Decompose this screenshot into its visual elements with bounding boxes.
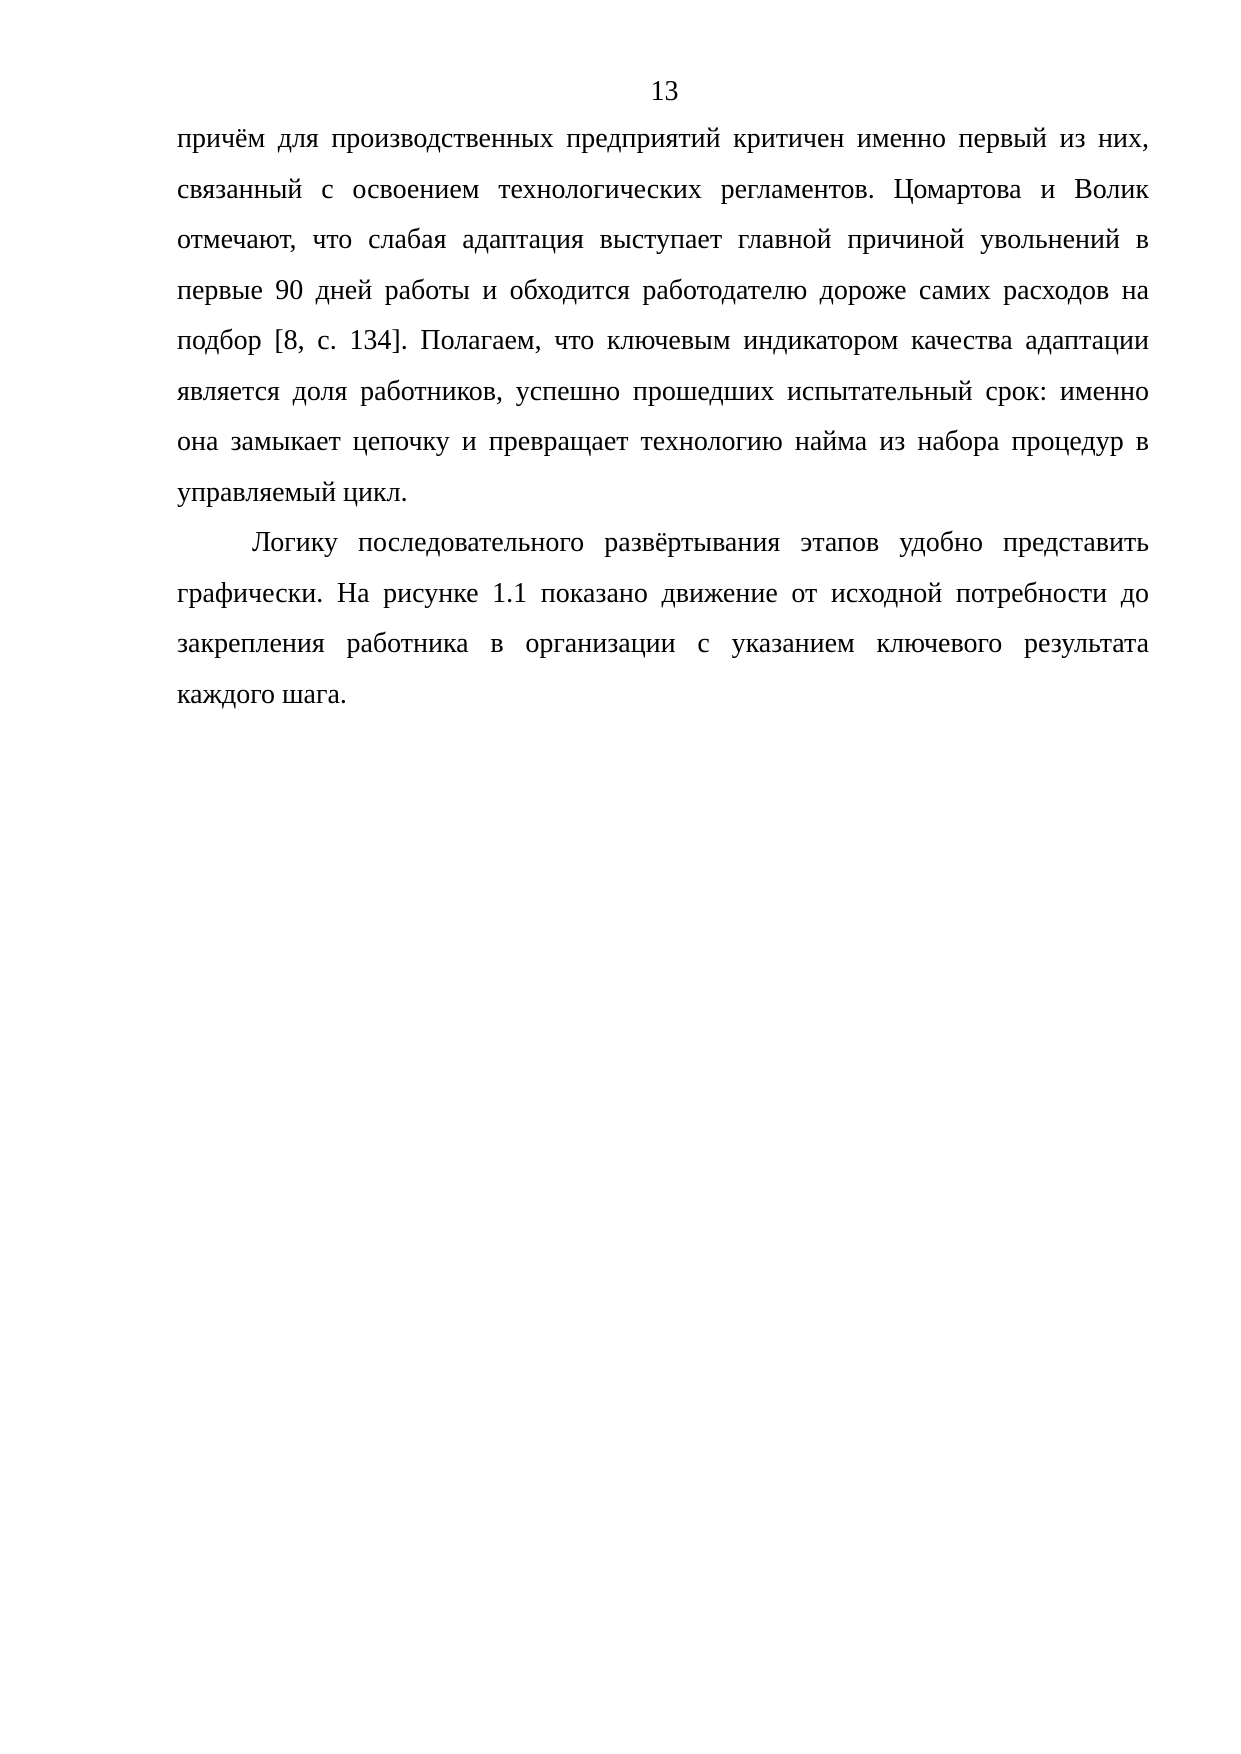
paragraph: Логику последовательного развёртывания этапов удобно представить графически. На рисунке 1.1 показано движение от исходной потребности до закрепления работника в организации с указанием ключевого результата каждого шага. (177, 527, 1149, 710)
page-number: 13 (650, 76, 679, 107)
paragraph-continued: причём для производственных предприятий критичен именно первый из них, связанный с освоением технологических регламентов. Цомартова и Волик отмечают, что слабая адаптация выступает главной причиной увольнений в первые 90 дней работы и обходится работодателю дороже самих расходов на подбор [8, с. 134]. Полагаем, что ключевым индикатором качества адаптации является доля работников, успешно прошедших испытательный срок: именно она замыкает цепочку и превращает технологию найма из набора процедур в управляемый цикл. (177, 123, 1149, 508)
body-text (177, 114, 1149, 720)
